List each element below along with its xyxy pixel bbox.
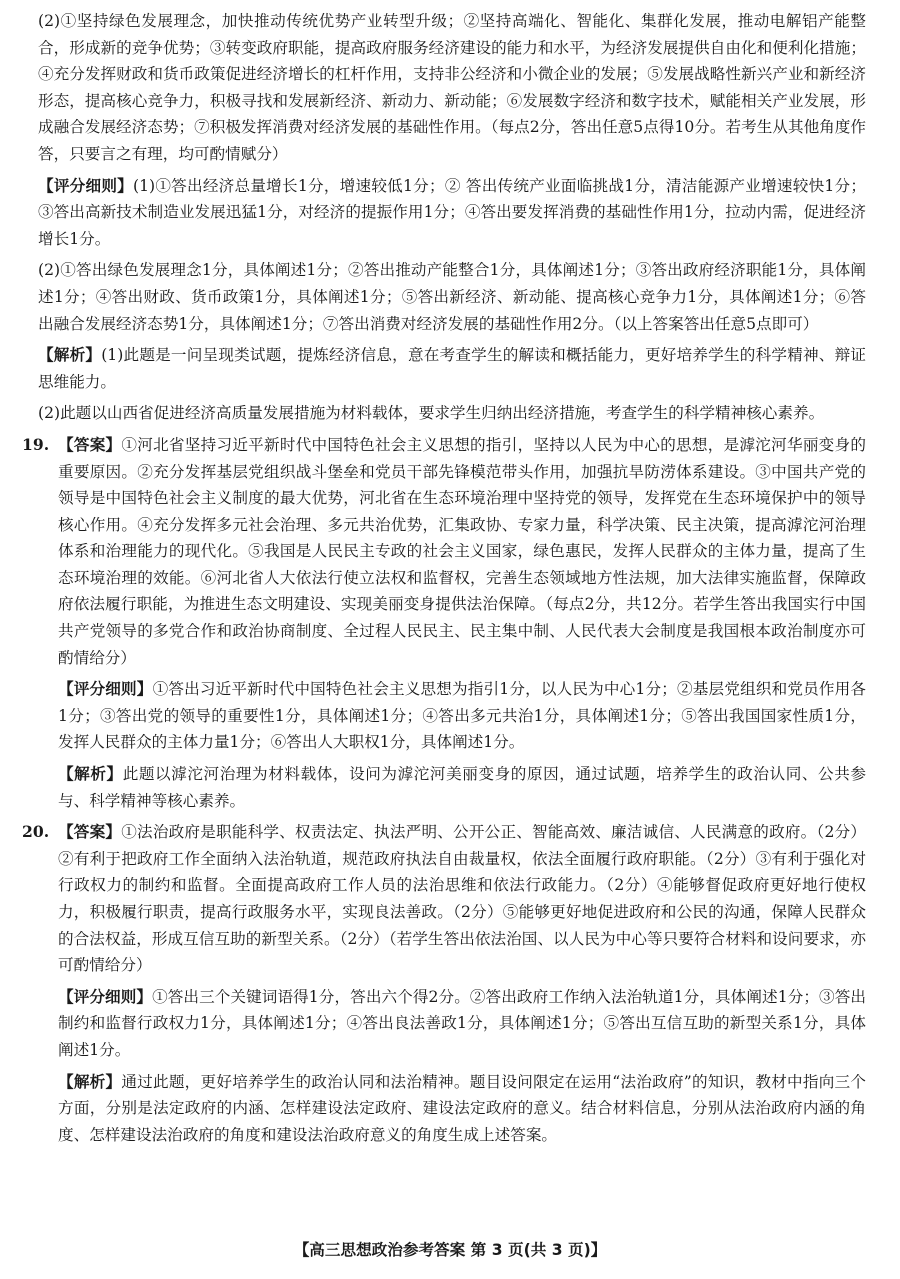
question-19: [22, 432, 866, 814]
answer-label: 【答案】: [58, 822, 122, 842]
q19-rubric-text: ①答出习近平新时代中国特色社会主义思想为指引1分，以人民为中心1分；②基层党组织和党员作用各1分；③答出党的领导的重要性1分，具体阐述1分；④答出多元共治1分，具体阐述1分；⑤答出我国国家性质1分，发挥人民群众的主体力量1分；⑥答出人大职权1分，具体阐述1分。: [58, 680, 866, 752]
analysis-label: 【解析】: [38, 345, 102, 365]
q18-rubric-part2: (2)①答出绿色发展理念1分，具体阐述1分；②答出推动产能整合1分，具体阐述1分；③答出政府经济职能1分，具体阐述1分；④答出财政、货币政策1分，具体阐述1分；⑤答出新经济、新动能、提高核心竞争力1分，具体阐述1分；⑥答出融合发展经济态势1分，具体阐述1分；⑦答出消费对经济发展的基础性作用2分。（以上答案答出任意5点即可）: [38, 261, 866, 333]
q18-analysis-part2: (2)此题以山西省促进经济高质量发展措施为材料载体，要求学生归纳出经济措施，考查学生的科学精神核心素养。: [38, 404, 825, 423]
rubric-label: 【评分细则】: [58, 986, 153, 1006]
q18-rubric-part1: [38, 173, 866, 253]
footer-title: 【高三思想政治参考答案: [293, 1241, 466, 1259]
q20-answer-text: ①法治政府是职能科学、权责法定、执法严明、公开公正、智能高效、廉洁诚信、人民满意的政府。（2分）②有利于把政府工作全面纳入法治轨道，规范政府执法自由裁量权，依法全面履行政府职能。（2分）③有利于强化对行政权力的制约和监督。全面提高政府工作人员的法治思维和依法行政能力。（2分）④能够督促政府更好地行使权力，积极履行职责，提高行政服务水平，实现良法善政。（2分）⑤能够更好地促进政府和公民的沟通，保障人民群众的合法权益，形成互信互助的新型关系。（2分）（若学生答出依法治国、以人民为中心等只要符合材料和设问要求，亦可酌情给分）: [58, 823, 866, 975]
analysis-label: 【解析】: [58, 1071, 122, 1091]
q20-analysis: [38, 1069, 866, 1149]
q20-rubric-text: ①答出三个关键词语得1分，答出六个得2分。②答出政府工作纳入法治轨道1分，具体阐述1分；③答出制约和监督行政权力1分，具体阐述1分；④答出良法善政1分，具体阐述1分；⑤答出互信互助的新型关系1分，具体阐述1分。: [58, 987, 866, 1059]
q18-rubric-text1: (1)①答出经济总量增长1分，增速较低1分；② 答出传统产业面临挑战1分，清洁能源产业增速较快1分；③答出高新技术制造业发展迅猛1分，对经济的提振作用1分；④答出要发挥消费的基础性作用1分，拉动内需，促进经济增长1分。: [38, 176, 866, 248]
q20-answer: [38, 819, 866, 979]
q19-analysis-text: 此题以滹沱河治理为材料载体，设问为滹沱河美丽变身的原因，通过试题，培养学生的政治认同、公共参与、科学精神等核心素养。: [58, 765, 866, 810]
rubric-label: 【评分细则】: [38, 175, 134, 195]
question-20: [22, 819, 866, 1148]
q18-analysis-part1: [38, 342, 866, 395]
q19-answer-text: ①河北省坚持习近平新时代中国特色社会主义思想的指引，坚持以人民为中心的思想，是滹沱河华丽变身的重要原因。②充分发挥基层党组织战斗堡垒和党员干部先锋模范带头作用，加强抗旱防涝体系建设。③中国共产党的领导是中国特色社会主义制度的最大优势，河北省在生态环境治理中坚持党的领导，发挥党在生态环境保护中的领导核心作用。④充分发挥多元社会治理、多元共治优势，汇集政协、专家力量，科学决策、民主决策，提高滹沱河治理体系和治理能力的现代化。⑤我国是人民民主专政的社会主义国家，绿色惠民，发挥人民群众的主体力量，提高了生态环境治理的效能。⑥河北省人大依法行使立法权和监督权，完善生态领域地方性法规，加大法律实施监督，保障政府依法履行职能，为推进生态文明建设、实现美丽变身提供法治保障。（每点2分，共12分。若学生答出我国实行中国共产党领导的多党合作和政治协商制度、全过程人民民主、民主集中制、人民代表大会制度是我国根本政治制度亦可酌情给分）: [58, 435, 866, 667]
q19-answer: [38, 432, 866, 671]
question-number: 19.: [22, 434, 50, 454]
page-footer: [0, 1238, 900, 1260]
q18-answer-part2: (2)①坚持绿色发展理念，加快推动传统优势产业转型升级；②坚持高端化、智能化、集群化发展，推动电解铝产能整合，形成新的竞争优势；③转变政府职能，提高政府服务经济建设的能力和水平，为经济发展提供自由化和便利化措施；④充分发挥财政和货币政策促进经济增长的杠杆作用，支持非公经济和小微企业的发展；⑤发展战略性新兴产业和新经济形态，提高核心竞争力，积极寻找和发展新经济、新动力、新动能；⑥发展数字经济和数字技术，赋能相关产业发展，形成融合发展经济态势；⑦积极发挥消费对经济发展的基础性作用。（每点2分，答出任意5点得10分。若考生从其他角度作答，只要言之有理，均可酌情赋分）: [38, 12, 866, 163]
answer-content: [22, 8, 866, 1153]
question-number: 20.: [22, 822, 50, 842]
analysis-label: 【解析】: [58, 764, 123, 784]
q18-analysis-text1: (1)此题是一问呈现类试题，提炼经济信息，意在考查学生的解读和概括能力，更好培养学生的科学精神、辩证思维能力。: [38, 346, 866, 391]
q20-rubric: [38, 984, 866, 1064]
q19-rubric: [38, 676, 866, 756]
footer-page-number: 第 3 页(共 3 页)】: [470, 1241, 607, 1259]
q19-analysis: [38, 761, 866, 814]
rubric-label: 【评分细则】: [58, 679, 153, 699]
answer-label: 【答案】: [58, 434, 122, 454]
q20-analysis-text: 通过此题，更好培养学生的政治认同和法治精神。题目设问限定在运用“法治政府”的知识，教材中指向三个方面，分别是法定政府的内涵、怎样建设法定政府、建设法定政府的意义。结合材料信息，分别从法治政府内涵的角度、怎样建设法治政府的角度和建设法治政府意义的角度生成上述答案。: [58, 1072, 866, 1144]
